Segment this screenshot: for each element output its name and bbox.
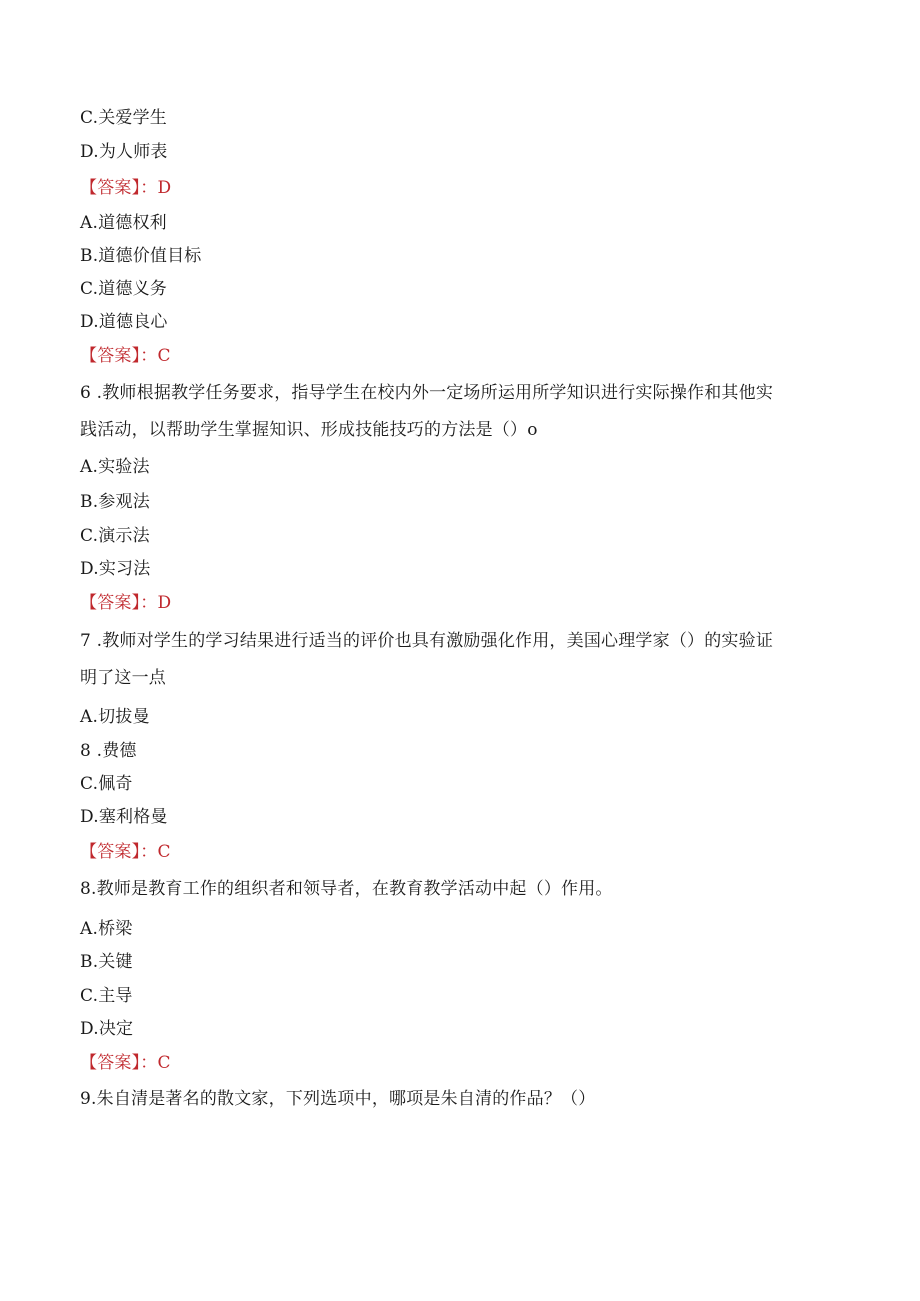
- option-b-line: 8 .费德: [80, 741, 137, 761]
- option-c-line: C.关爱学生: [80, 108, 168, 128]
- option-c-line: C.道德义务: [80, 279, 168, 299]
- question-6-line-2: 践活动，以帮助学生掌握知识、形成技能技巧的方法是（）o: [80, 420, 538, 440]
- option-a-line: A.切拔曼: [80, 707, 150, 727]
- question-7-line-1: 7 .教师对学生的学习结果进行适当的评价也具有激励强化作用，美国心理学家（）的实验证: [80, 631, 774, 651]
- answer-line: 【答案】：C: [80, 1053, 171, 1073]
- option-b-line: B.参观法: [80, 492, 150, 512]
- answer-line: 【答案】：D: [80, 178, 172, 198]
- option-a-line: A.桥梁: [80, 919, 133, 939]
- option-d-line: D.为人师表: [80, 142, 168, 162]
- answer-line: 【答案】：C: [80, 346, 171, 366]
- question-6-line-1: 6 .教师根据教学任务要求，指导学生在校内外一定场所运用所学知识进行实际操作和其他实: [80, 383, 774, 403]
- answer-line: 【答案】：C: [80, 842, 171, 862]
- option-a-line: A.实验法: [80, 457, 150, 477]
- option-d-line: D.塞利格曼: [80, 807, 168, 827]
- option-d-line: D.决定: [80, 1019, 134, 1039]
- answer-line: 【答案】：D: [80, 593, 172, 613]
- option-c-line: C.佩奇: [80, 774, 133, 794]
- question-8-line: 8.教师是教育工作的组织者和领导者，在教育教学活动中起（）作用。: [80, 879, 613, 899]
- option-d-line: D.道德良心: [80, 312, 168, 332]
- option-c-line: C.主导: [80, 986, 133, 1006]
- option-d-line: D.实习法: [80, 559, 151, 579]
- option-b-line: B.道德价值目标: [80, 246, 202, 266]
- option-c-line: C.演示法: [80, 526, 150, 546]
- question-9-line: 9.朱自清是著名的散文家，下列选项中，哪项是朱自清的作品？（）: [80, 1089, 596, 1109]
- option-b-line: B.关键: [80, 952, 133, 972]
- question-7-line-2: 明了这一点: [80, 668, 166, 688]
- option-a-line: A.道德权利: [80, 213, 167, 233]
